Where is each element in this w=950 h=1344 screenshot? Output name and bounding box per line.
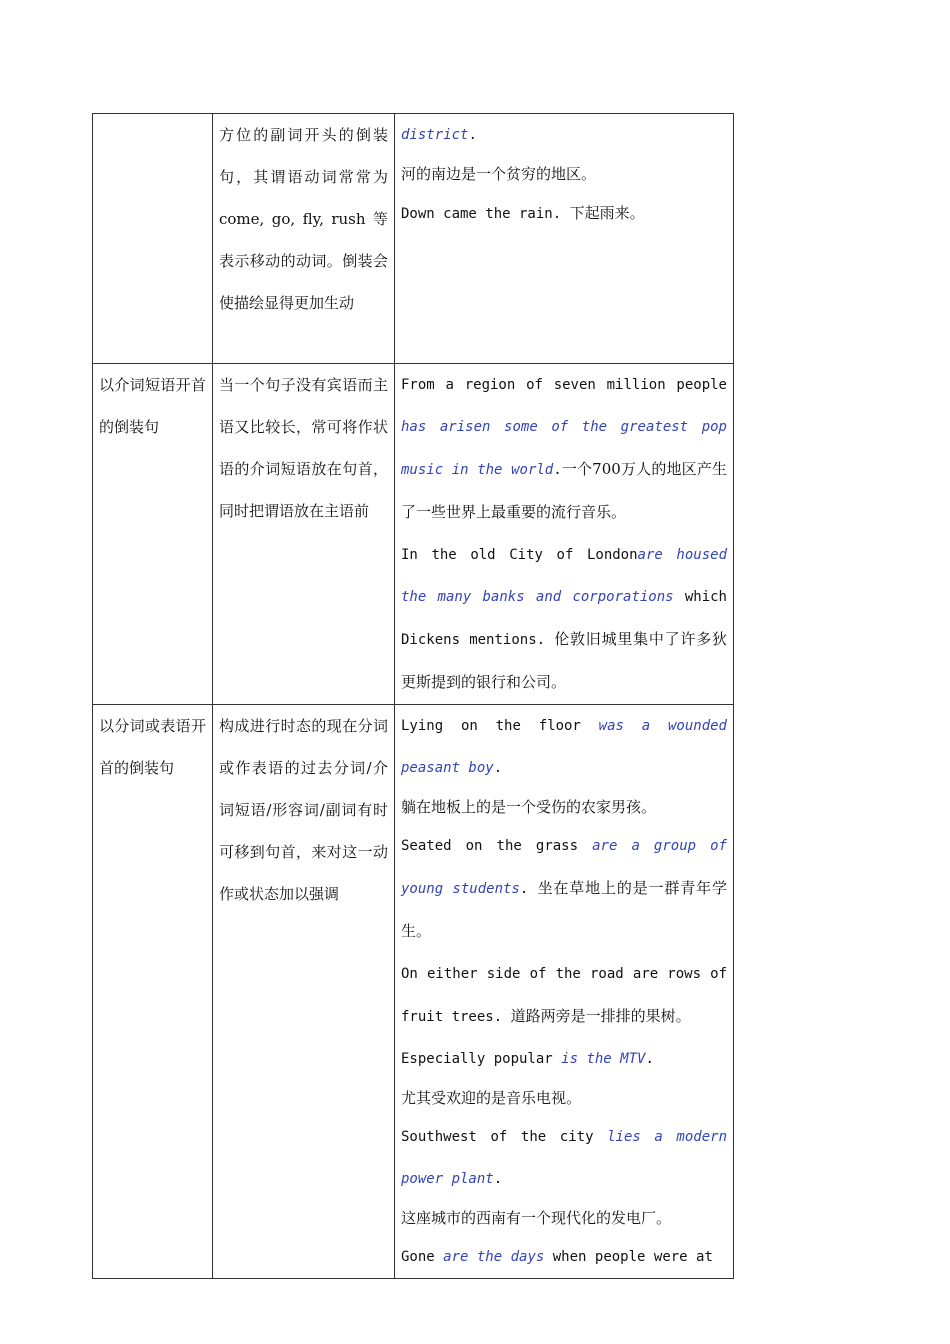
table-row: [93, 114, 734, 364]
sentence-text: when people were at: [544, 1249, 713, 1265]
sentence-text: .: [553, 462, 562, 478]
translation-text: 一个700万人的地区产生了一些世界上最重要的流行音乐。: [401, 460, 727, 521]
highlighted-phrase: are the days: [443, 1249, 545, 1265]
translation-text: 河的南边是一个贫穷的地区。: [401, 165, 597, 183]
example-sentence: [401, 192, 727, 235]
table-row: [93, 705, 734, 1279]
row-label: 以分词或表语开首的倒装句: [93, 705, 213, 1279]
sentence-text: Down came the rain.: [401, 206, 570, 222]
sentence-text: .: [493, 760, 503, 776]
sentence-text: In the old City of London: [401, 547, 638, 563]
sentence-text: Lying on the floor: [401, 718, 599, 734]
highlighted-phrase: was a wounded peasant boy: [401, 718, 727, 776]
highlighted-phrase: is the MTV: [561, 1051, 646, 1067]
sentence-text: From a region of seven million people: [401, 377, 727, 393]
sentence-text: Gone: [401, 1249, 444, 1265]
row-examples: [395, 364, 734, 705]
example-sentence: [401, 1236, 727, 1278]
row-description: 方位的副词开头的倒装句，其谓语动词常常为come, go, fly, rush 等表示移动的动词。倒装会使描绘显得更加生动: [213, 114, 395, 364]
sentence-text: On either side of the road are rows of fruit trees.: [401, 966, 727, 1025]
translation-text: 躺在地板上的是一个受伤的农家男孩。: [401, 798, 657, 816]
highlighted-phrase: are housed the many banks and corporations: [401, 547, 727, 605]
example-sentence: [401, 1116, 727, 1200]
highlighted-phrase: district: [401, 127, 469, 143]
sentence-text: .: [468, 127, 477, 143]
table-row: [93, 364, 734, 705]
example-sentence: [401, 705, 727, 789]
sentence-text: which Dickens mentions.: [401, 589, 727, 648]
table-body: [93, 114, 734, 1279]
sentence-text: Southwest of the city: [401, 1129, 608, 1145]
translation-text: 伦敦旧城里集中了许多狄更斯提到的银行和公司。: [401, 630, 727, 691]
row-label: [93, 114, 213, 364]
row-description: 构成进行时态的现在分词或作表语的过去分词/介词短语/形容词/副词有时可移到句首，来对这一动作或状态加以强调: [213, 705, 395, 1279]
translation-text: 这座城市的西南有一个现代化的发电厂。: [401, 1209, 672, 1227]
highlighted-phrase: are a group of young students: [401, 838, 727, 897]
example-sentence: [401, 364, 727, 534]
example-sentence: [401, 1038, 727, 1080]
highlighted-phrase: lies a modern power plant: [401, 1129, 727, 1187]
highlighted-phrase: has arisen some of the greatest pop music in the world: [401, 419, 727, 478]
translation-text: 下起雨来。: [569, 204, 645, 222]
sentence-text: Especially popular: [401, 1051, 562, 1067]
row-label: 以介词短语开首的倒装句: [93, 364, 213, 705]
sentence-text: .: [493, 1171, 503, 1187]
grammar-table: [92, 113, 734, 1279]
translation-text: 道路两旁是一排排的果树。: [510, 1007, 691, 1025]
sentence-text: .: [645, 1051, 654, 1067]
row-description: 当一个句子没有宾语而主语又比较长，常可将作状语的介词短语放在句首，同时把谓语放在主语前: [213, 364, 395, 705]
row-examples: [395, 705, 734, 1279]
example-sentence: [401, 114, 727, 156]
sentence-text: Seated on the grass: [401, 838, 593, 854]
example-sentence: [401, 953, 727, 1038]
row-examples: [395, 114, 734, 364]
example-sentence: [401, 825, 727, 953]
translation-text: 坐在草地上的是一群青年学生。: [401, 879, 727, 940]
translation-text: 尤其受欢迎的是音乐电视。: [401, 1089, 582, 1107]
sentence-text: .: [519, 881, 538, 897]
example-sentence: [401, 534, 727, 704]
